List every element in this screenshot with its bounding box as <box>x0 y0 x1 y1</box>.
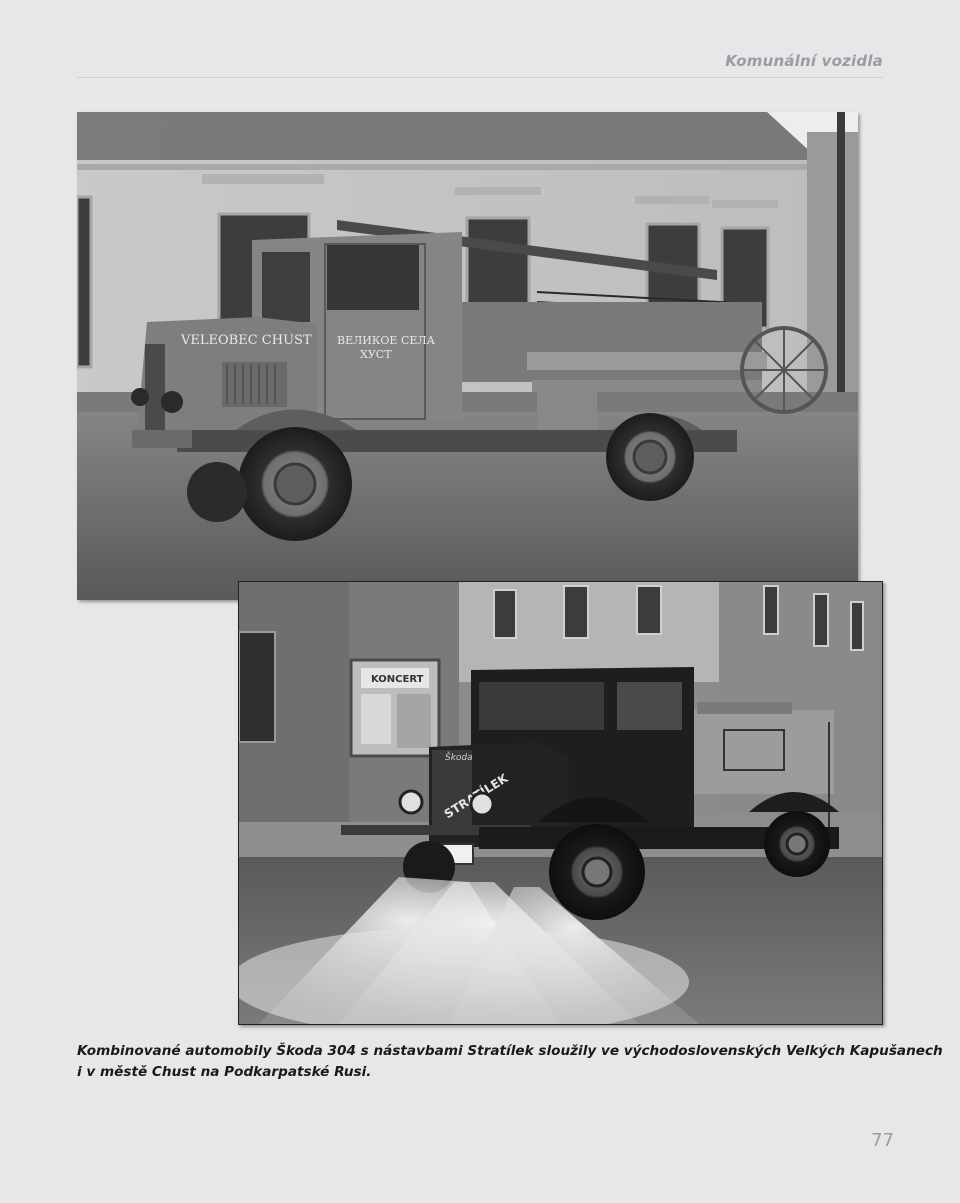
grille-badge: Škoda <box>445 753 473 763</box>
poster-title: KONCERT <box>371 674 424 685</box>
cab-lettering-right-line1: ВЕЛИКОЕ СЕЛА <box>337 334 435 347</box>
caption-line-1: Kombinované automobily Škoda 304 s nástavbami Stratílek sloužily ve východoslovenských Velkých Kapušanech <box>77 1043 943 1059</box>
photo-sprinkler-truck-image <box>239 582 882 1024</box>
running-head: Komunální vozidla <box>725 52 883 70</box>
photo-sprinkler-truck <box>238 581 883 1025</box>
header-rule <box>77 77 883 78</box>
photo-fire-truck <box>77 112 858 600</box>
cab-lettering-left: VELEOBEC CHUST <box>181 333 312 348</box>
caption-line-2: i v městě Chust na Podkarpatské Rusi. <box>77 1064 372 1080</box>
page-number: 77 <box>871 1130 894 1151</box>
photo-caption <box>77 1041 943 1083</box>
photo-fire-truck-image <box>77 112 858 600</box>
cab-lettering-right-line2: ХУСТ <box>360 348 392 361</box>
